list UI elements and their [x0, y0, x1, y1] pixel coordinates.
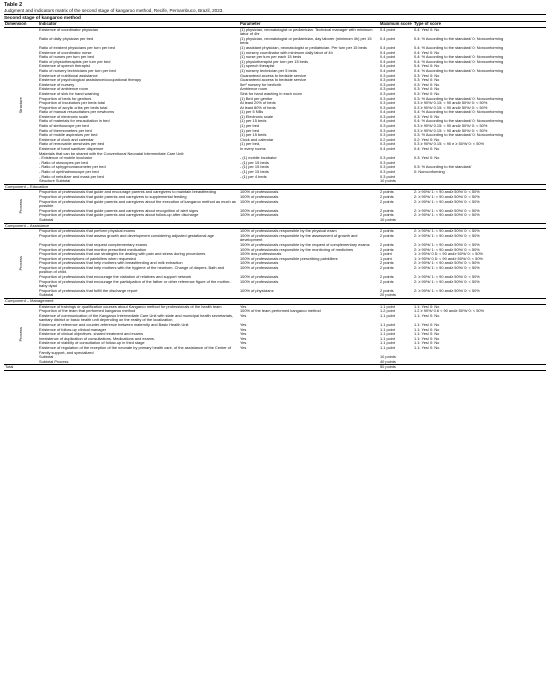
- max-score-cell: 1.1 point: [380, 326, 395, 332]
- indicator-cell: Ratio of nursery technicians per turn per bed: [39, 67, 116, 73]
- parameter-cell: 100% of professionals responsible by the monitoring of medicines: [240, 246, 354, 252]
- management-section: [4, 299, 546, 365]
- total-row: [4, 365, 546, 371]
- max-score-cell: 2 points: [380, 274, 394, 280]
- parameter-cell: (1) Electronic scale: [240, 113, 274, 119]
- parameter-cell: Ambience room: [240, 86, 268, 92]
- indicator-cell: Proportion of professionals that encourage the participation of the father or other reference figure of the mother-baby dyad: [39, 278, 231, 289]
- indicator-cell: Proportion of professionals that guide parents and caregivers about recognition of alert signs: [39, 207, 199, 213]
- max-score-cell: 0.3 point: [380, 127, 395, 133]
- indicator-cell: Ratio of stethoscope per bed: [39, 123, 89, 129]
- parameter-cell: (1) physiotherapist per turn per 15 beds: [240, 58, 309, 64]
- type-score-cell: 0.4: Yes/ 0: No: [414, 146, 440, 152]
- table-row: [4, 213, 546, 218]
- max-score-cell: 2 points: [380, 287, 394, 293]
- parameter-cell: (1) per bed: [240, 123, 260, 129]
- judgment-matrix-table: [4, 22, 546, 371]
- max-score-cell: 0.3 point: [380, 77, 395, 83]
- indicator-cell: Ratio of thermometers per bed: [39, 127, 92, 133]
- type-score-cell: 0.3: Yes/ 0: No: [414, 113, 440, 119]
- table-caption: Judgment and indicators matrix of the second stage of kangaroo method, Recife, Pernambuco, Brazil, 2023.: [4, 8, 224, 14]
- type-score-cell: 1.2 ≥ 90%/ 0.6 < 90 and≥ 50%/ 0: < 50%: [414, 308, 485, 314]
- parameter-cell: (1) per bed: [240, 127, 260, 133]
- indicator-cell: Proportion of professionals that help mothers with breastfeeding and milk extraction: [39, 260, 183, 266]
- max-score-cell: 0.3 point: [380, 86, 395, 92]
- header-indicator: Indicator: [38, 22, 239, 27]
- max-score-cell: 1.1 point: [380, 335, 395, 341]
- indicator-cell: Existence of hand sanitizer dispenser: [39, 146, 104, 152]
- indicator-cell: Existence of coordinator nurse: [39, 49, 92, 55]
- type-score-cell: 2: ≥ 90%/ 1: < 90 and≥ 50%/ 0: < 50%: [414, 193, 480, 199]
- max-score-cell: 2 points: [380, 278, 394, 284]
- type-score-cell: 0.3: % According to the standard/ 0: Nonconforming: [414, 132, 504, 138]
- max-score-cell: 0.3 point: [380, 95, 395, 101]
- indicator-cell: Ratio of daily physician per bed: [39, 35, 94, 41]
- type-score-cell: 2: ≥ 90%/ 1: < 90 and≥ 50%/ 0: < 50%: [414, 246, 480, 252]
- parameter-cell: In every rooms: [240, 146, 266, 152]
- indicator-cell: Ratio of existent physicians per turn per bed: [39, 44, 115, 50]
- indicator-cell: Existence of clinical objectives. shared treatment and exams: [39, 331, 144, 337]
- materials-intro: Materials that can be shared with the Conventional Neonatal Intermediate Care Unit:: [39, 150, 185, 156]
- indicator-cell: Ratio of mobile aspirators per bed: [39, 132, 98, 138]
- type-score-cell: 0.4: Yes/ 0: No: [414, 49, 440, 55]
- indicator-cell: Existence of regulation of the reception of the neonate by primary health care, of the assistance of the Center of Family support, and specialized: [39, 344, 232, 355]
- dimension-label: Structure: [17, 97, 23, 114]
- type-score-cell: 0.4: % According to the standard/ 0: Nonconforming: [414, 35, 504, 41]
- total-label: Total: [4, 365, 38, 371]
- type-score-cell: 0.4: % According to the standard/ 0: Nonconforming: [414, 118, 504, 124]
- max-score-cell: 0.4 point: [380, 63, 395, 69]
- indicator-cell: Proportion of the team that performed kangaroo method: [39, 308, 136, 314]
- max-score-cell: 2 points: [380, 260, 394, 266]
- type-score-cell: 2: ≥ 90%/ 1: < 90 and≥ 50%/ 0: < 50%: [414, 207, 480, 213]
- type-score-cell: 0.3: Yes/ 0: No: [414, 90, 440, 96]
- type-score-cell: 0.3 ≥ 90%/ 0.15: < 90 and≥ 50%/ 0: < 50%: [414, 127, 488, 133]
- type-score-cell: 2: ≥ 90%/ 1: < 90 and≥ 50%/ 0: < 50%: [414, 228, 480, 234]
- indicator-cell: - Ratio of otoscopes per bed: [39, 159, 88, 165]
- type-score-cell: 0.3 ≥ 90%/ 0.15: < 90 e ≥ 50%/ 0: < 50%: [414, 141, 485, 147]
- indicator-cell: Proportion of professionals that use strategies for dealing with pain and stress during procedures: [39, 251, 206, 257]
- parameter-cell: 100% of professionals responsible prescribing painkillers: [240, 255, 338, 261]
- subtotal-value: 10 points: [380, 216, 396, 222]
- structure-section: [4, 27, 546, 184]
- parameter-cell: 100% of professionals responsible by the physical exam: [240, 228, 337, 234]
- subtotal-value: 40 points: [380, 358, 396, 364]
- subtotal-label: Structure Subtotal: [39, 178, 71, 184]
- type-score-cell: 2: ≥ 90%/ 1: < 90 and≥ 50%/ 0: < 50%: [414, 287, 480, 293]
- indicator-cell: Inexistence of duplication of consultations. Medications and exams.: [39, 335, 155, 341]
- max-score-cell: 0.3 point: [380, 164, 395, 170]
- type-score-cell: 0.3: Yes/ 0: No: [414, 72, 440, 78]
- max-score-cell: 0.4 point: [380, 54, 395, 60]
- parameter-cell: Yes: [240, 303, 247, 309]
- type-score-cell: 1.1: Yes/ 0: No: [414, 340, 440, 346]
- parameter-cell: Yes: [240, 312, 247, 318]
- type-score-cell: 0.2: Yes/ 0: No: [414, 136, 440, 142]
- subtotal-label: Subtotal: [39, 216, 54, 222]
- parameter-cell: 100% dos professionals: [240, 251, 282, 257]
- indicator-cell: Proportion of professionals that assess growth and development considering adjusted gestational age: [39, 232, 214, 238]
- dimension-cell: [4, 27, 38, 184]
- component-title: Component – Assistance: [4, 223, 546, 229]
- indicator-cell: Ratio of nurses per turn per bed: [39, 54, 94, 60]
- type-score-cell: 0.4: Yes/ 0: No: [414, 63, 440, 69]
- subtotal-value: 10 points: [380, 354, 396, 360]
- table-row: [4, 346, 546, 355]
- max-score-cell: 2 points: [380, 246, 394, 252]
- type-score-cell: 0.3: Yes/ 0: No: [414, 81, 440, 87]
- parameter-cell: (1) per 15 beds: [240, 132, 267, 138]
- type-score-cell: 0.3: Yes/ 0: No: [414, 155, 440, 161]
- parameter-cell: 100% of the team performed kangaroo method: [240, 308, 321, 314]
- type-score-cell: 0.3: Yes/ 0: No: [414, 86, 440, 92]
- parameter-cell: (1) physician, neonatologist or pediatrician, day laborer (minimum 4h) per 15 beds: [240, 35, 372, 46]
- parameter-cell: Yes: [240, 344, 247, 350]
- indicator-cell: Existence of electronic scale: [39, 113, 89, 119]
- parameter-cell: Yes: [240, 326, 247, 332]
- header-parameter: Parameter: [239, 22, 379, 27]
- max-score-cell: 2 points: [380, 189, 394, 195]
- indicator-cell: Existence of reference and counter-reference between maternity and Basic Health Unit: [39, 322, 189, 327]
- dimension-label: Process: [17, 256, 23, 271]
- indicator-cell: - Ratio of ophthalmoscope per bed: [39, 169, 99, 174]
- max-score-cell: 0.4 point: [380, 118, 395, 124]
- dimension-label: Process: [17, 199, 23, 214]
- type-score-cell: 1: ≥ 90%/ 0.5: < 90 and≥ 50%/ 0: < 50%: [414, 255, 483, 261]
- parameter-cell: Sink for hand washing in each room: [240, 90, 302, 96]
- indicator-cell: Existence of speech therapist: [39, 63, 90, 69]
- parameter-cell: (1) speech therapist: [240, 63, 275, 69]
- dimension-cell: [4, 304, 38, 365]
- type-score-cell: 0.4: % According to the standard/ 0: Nonconforming: [414, 54, 504, 60]
- total-value: 50 points: [379, 365, 413, 371]
- type-score-cell: 0.3: % According to the standard/ 0: Nonconforming: [414, 95, 504, 101]
- type-score-cell: 0.4: Yes/ 0: No: [414, 26, 440, 32]
- indicator-cell: - Existence of mobile incubator: [39, 155, 93, 161]
- indicator-cell: Proportion of prescriptions of painkillers when requested: [39, 255, 136, 261]
- subtotal-label: Subtotal: [39, 354, 54, 360]
- parameter-cell: 100% of professionals: [240, 198, 279, 204]
- total-section: [4, 365, 546, 371]
- indicator-cell: Existence of follow-up clinical manager: [39, 326, 107, 332]
- max-score-cell: 0.3 point: [380, 169, 395, 174]
- indicator-cell: - Ratio of sphygmomanometer per bed: [39, 164, 106, 170]
- indicator-cell: Proportion of professionals that guide and encourage parents and caregivers to maintain breastfeeding: [39, 189, 216, 195]
- dimension-label: Process: [17, 327, 23, 342]
- max-score-cell: 1.1 point: [380, 322, 395, 327]
- type-score-cell: 2: ≥ 90%/ 1: < 90 and≥ 50%/ 0: < 50%: [414, 232, 480, 238]
- type-score-cell: 1.1: Yes/ 0: No: [414, 331, 440, 337]
- type-score-cell: 1.1: Yes/ 0: No: [414, 322, 440, 327]
- indicator-cell: Ratio of removable armchairs per bed: [39, 141, 105, 147]
- indicator-cell: Proportion of professionals that monitor prescribed medication: [39, 246, 147, 252]
- type-score-cell: 2: ≥ 90%/ 1: < 90 and≥ 50%/ 0: < 50%: [414, 264, 480, 270]
- parameter-cell: 100% of professionals: [240, 278, 279, 284]
- stage-title: Second stage of kangaroo method: [4, 14, 546, 22]
- parameter-cell: - (1) per 15 beds: [240, 159, 269, 165]
- max-score-cell: 0.3 point: [380, 113, 395, 119]
- max-score-cell: 2 points: [380, 232, 394, 238]
- indicator-cell: Proportion of incubators per beds total: [39, 100, 105, 106]
- max-score-cell: 2 points: [380, 207, 394, 213]
- parameter-cell: (1) per 5 NBs: [240, 109, 264, 115]
- indicator-cell: Existence of communication of the Kangaroo Intermediate Care Unit with state and municipal health secretariats, sanitary district or basic health unit depending on the reality of the localization: [39, 312, 233, 323]
- max-score-cell: 0.4 point: [380, 109, 395, 115]
- max-score-cell: 0.3 point: [380, 155, 395, 161]
- indicator-cell: Existence of sink for hand washing: [39, 90, 99, 96]
- parameter-cell: Yes: [240, 322, 247, 327]
- type-score-cell: 0.3 ≥ 90%/ 0.15: < 90 and≥ 50%/ 0: < 50%: [414, 100, 488, 106]
- subtotal-value: 20 points: [380, 292, 396, 298]
- type-score-cell: 1.1: Yes/ 0: No: [414, 303, 440, 309]
- max-score-cell: 1.1 point: [380, 340, 395, 346]
- parameter-cell: (1) per 15 beds: [240, 118, 267, 124]
- max-score-cell: 1 point: [380, 251, 392, 257]
- indicator-cell: Proportion of professionals that help mothers with the hygiene of the newborn. Change of diapers. Bath and position of child.: [39, 264, 225, 275]
- subtotal-value: 10 points: [380, 178, 396, 184]
- max-score-cell: 0.4 point: [380, 58, 395, 64]
- indicator-cell: Ratio of physiotherapists per turn per bed: [39, 58, 111, 64]
- max-score-cell: 0.3 point: [380, 141, 395, 147]
- parameter-cell: (1) nursery technician per 5 beds: [240, 67, 297, 73]
- indicator-cell: Existence of viability of consultation of follow-up in third stage: [39, 340, 145, 346]
- subtotal-label: Subtotal Process: [39, 358, 69, 364]
- parameter-cell: 100% of professionals: [240, 274, 279, 280]
- indicator-cell: Existence of ambience room: [39, 86, 89, 92]
- indicator-cell: Proportion of professionals that guide parents and caregivers about the execution of kangaroo method as much as possible: [39, 198, 236, 209]
- indicator-cell: Existence of clock and calendar: [39, 136, 94, 142]
- type-score-cell: 2: ≥ 90%/ 1: < 90 and≥ 50%/ 0: < 50%: [414, 278, 480, 284]
- max-score-cell: 2 points: [380, 212, 394, 218]
- max-score-cell: 0.3 point: [380, 173, 395, 179]
- indicator-cell: Proportion of professionals that perform physical exams: [39, 228, 136, 234]
- indicator-cell: Proportion of professionals that guide parents and caregivers about follow-up after discharge: [39, 212, 199, 218]
- type-score-cell: 0.3: Yes/ 0: No: [414, 77, 440, 83]
- type-score-cell: 0.4: % According to the standard/ 0: Nonconforming: [414, 67, 504, 73]
- max-score-cell: 0.4 point: [380, 67, 395, 73]
- parameter-cell: Guaranteed access to bedside service: [240, 77, 307, 83]
- max-score-cell: 0.3 point: [380, 159, 395, 165]
- subtotal-label: Subtotal: [39, 292, 54, 298]
- parameter-cell: Yes: [240, 331, 247, 337]
- max-score-cell: 0.3 point: [380, 123, 395, 129]
- max-score-cell: 1.1 point: [380, 344, 395, 350]
- type-score-cell: 1.1: Yes/ 0: No: [414, 335, 440, 341]
- type-score-cell: 0.3: % According to the standard/: [414, 164, 472, 170]
- parameter-cell: 100% of professionals responsible by the assessment of growth and development: [240, 232, 358, 243]
- dimension-cell: [4, 190, 38, 223]
- max-score-cell: 1.1 point: [380, 303, 395, 309]
- max-score-cell: 1 point: [380, 255, 392, 261]
- type-score-cell: 0.3 ≥ 90%/ 0.15: < 90 and≥ 50%/ 0: < 50%: [414, 104, 488, 110]
- parameter-cell: - (1) per 4 beds: [240, 173, 267, 179]
- type-score-cell: 2: ≥ 90%/ 1: < 90 and≥ 50%/ 0: < 50%: [414, 198, 480, 204]
- indicator-cell: Proportion of professionals that request complementary exams: [39, 241, 148, 247]
- max-score-cell: 0.4 point: [380, 44, 395, 50]
- type-score-cell: 1.1: Yes/ 0: No: [414, 312, 440, 318]
- table-label: Table 2: [4, 2, 23, 8]
- max-score-cell: 0.4 point: [380, 26, 395, 32]
- type-score-cell: 0.3 ≥ 90%/ 0.15: < 90 and≥ 50%/ 0: < 50%: [414, 123, 488, 129]
- max-score-cell: 0.3 point: [380, 104, 395, 110]
- education-section: [4, 184, 546, 223]
- indicator-cell: Proportion of professionals that encourage the visitation of relatives and support network: [39, 274, 192, 280]
- type-score-cell: 1.1: Yes/ 0: No: [414, 344, 440, 350]
- header-max-score: Maximum score: [380, 20, 412, 26]
- type-score-cell: 0: Nonconforming: [414, 169, 445, 174]
- parameter-cell: (1) assistant physician, neonatologist or pediatrician. Per turn per 15 beds: [240, 44, 367, 50]
- max-score-cell: 2 points: [380, 198, 394, 204]
- indicator-cell: Existence of psychological assistance/occupational therapy: [39, 77, 142, 83]
- parameter-cell: Clock and calendar: [240, 136, 274, 142]
- parameter-cell: Yes: [240, 340, 247, 346]
- max-score-cell: 0.2 point: [380, 136, 395, 142]
- max-score-cell: 2 points: [380, 264, 394, 270]
- dimension-cell: [4, 229, 38, 299]
- max-score-cell: 1.1 point: [380, 331, 395, 337]
- max-score-cell: 0.4 point: [380, 35, 395, 41]
- indicator-cell: Ratio of manual resuscitators per newborns: [39, 109, 115, 115]
- parameter-cell: At least 20% of beds: [240, 100, 276, 106]
- component-title: Component – Education: [4, 184, 546, 190]
- max-score-cell: 0.3 point: [380, 132, 395, 138]
- indicator-cell: Existence of nutritional assistance: [39, 72, 98, 78]
- component-title: Component – Management: [4, 299, 546, 305]
- parameter-cell: 5m² nursery for bed/crib: [240, 81, 282, 87]
- max-score-cell: 1.2 point: [380, 308, 395, 314]
- parameter-cell: 100% of professionals: [240, 260, 279, 266]
- parameter-cell: 100% of physicians: [240, 287, 274, 293]
- type-score-cell: 0.4: % According to the standard/ 0: Nonconforming: [414, 44, 504, 50]
- max-score-cell: 0.4 point: [380, 49, 395, 55]
- type-score-cell: 2: ≥ 90%/ 1: < 90 and≥ 50%/ 0: < 50%: [414, 274, 480, 280]
- max-score-cell: 2 points: [380, 228, 394, 234]
- type-score-cell: 0.4: % According to the standard/ 0: Nonconforming: [414, 58, 504, 64]
- indicator-cell: Proportion of professionals that fulfill the discharge report: [39, 287, 138, 293]
- max-score-cell: 0.3 point: [380, 81, 395, 87]
- parameter-cell: 100% of professionals: [240, 212, 279, 218]
- type-score-cell: 2: ≥ 90%/ 1: < 90 and≥ 50%/ 0: < 50%: [414, 241, 480, 247]
- type-score-cell: 2: ≥ 90%/ 1: < 90 and≥ 50%/ 0: < 50%: [414, 260, 480, 266]
- indicator-cell: Proportion of acrylic cribs per beds total: [39, 104, 108, 110]
- parameter-cell: - (1) per 15 beds: [240, 164, 269, 170]
- header-dimension: Dimension: [4, 22, 38, 27]
- max-score-cell: 0.4 point: [380, 146, 395, 152]
- indicator-cell: Existence of coordinator physician: [39, 26, 99, 32]
- max-score-cell: 2 points: [380, 241, 394, 247]
- type-score-cell: 2: ≥ 90%/ 1: < 90 and≥ 50%/ 0: < 50%: [414, 189, 480, 195]
- header-type-score: Type of score: [413, 22, 546, 27]
- max-score-cell: 2 points: [380, 193, 394, 199]
- indicator-cell: Existence of nursery: [39, 81, 75, 87]
- indicator-cell: Existence of trainings or qualification courses about Kangaroo method for professionals of the health team: [39, 303, 222, 309]
- parameter-cell: 100% of professionals responsible by the request of complementary exams: [240, 241, 370, 247]
- parameter-cell: Guaranteed access to bedside service: [240, 72, 307, 78]
- parameter-cell: (1) Bed per genitor: [240, 95, 273, 101]
- assistance-section: [4, 223, 546, 299]
- indicator-cell: Proportion of beds for genitors: [39, 95, 92, 101]
- type-score-cell: 0.4: % According to the standard/ 0: Nonconforming: [414, 109, 504, 115]
- parameter-cell: 100% of professionals: [240, 189, 279, 195]
- type-score-cell: 2: ≥ 90%/ 1: < 90 and≥ 50%/ 0: < 50%: [414, 212, 480, 218]
- parameter-cell: Yes: [240, 335, 247, 341]
- type-score-cell: 1: ≥ 90%/ 0.5: < 90 and≥ 50%/ 0: < 50%: [414, 251, 483, 257]
- max-score-cell: 0.3 point: [380, 90, 395, 96]
- type-score-cell: 1.1: Yes/ 0: No: [414, 326, 440, 332]
- max-score-cell: 0.3 point: [380, 100, 395, 106]
- parameter-cell: 100% of professionals: [240, 207, 279, 213]
- parameter-cell: - (1) mobile incubator: [240, 155, 277, 161]
- parameter-cell: - (1) per 15 beds: [240, 169, 269, 174]
- parameter-cell: (1) nurse per turn per each 15 beds: [240, 54, 302, 60]
- parameter-cell: 100% of professionals: [240, 193, 279, 199]
- max-score-cell: 0.3 point: [380, 72, 395, 78]
- indicator-cell: Ratio of materials for resuscitation in bed: [39, 118, 110, 124]
- parameter-cell: (1) nursery coordinator with minimum daily labor of 4h: [240, 49, 333, 55]
- parameter-cell: At least 80% of beds: [240, 104, 276, 110]
- max-score-cell: 1.1 point: [380, 312, 395, 318]
- parameter-cell: 100% of professionals: [240, 264, 279, 270]
- indicator-cell: - Ratio of nebulizer and mask per bed: [39, 173, 104, 179]
- parameter-cell: (1) per bed,: [240, 141, 261, 147]
- indicator-cell: Proportion of professionals that guide parents and caregivers to supplemental feeding: [39, 193, 187, 199]
- parameter-cell: (1) physician, neonatologist or pediatrician. Technical manager with minimum labor of 4hr: [240, 26, 373, 37]
